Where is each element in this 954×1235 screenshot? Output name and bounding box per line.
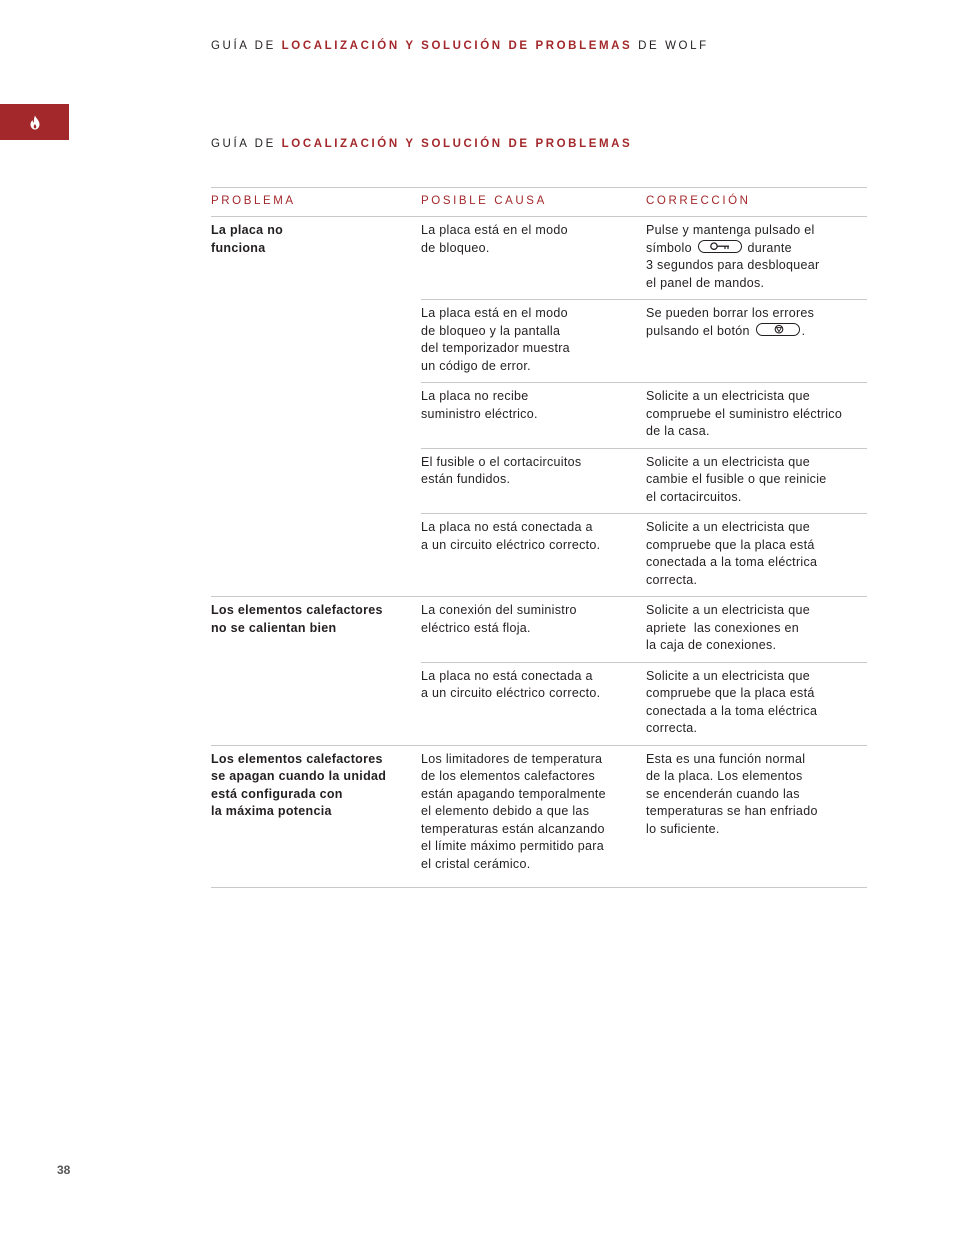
fix-line: compruebe el suministro eléctrico [646, 406, 843, 421]
cause-line: La placa está en el modo [421, 306, 568, 320]
fix-cell [646, 217, 867, 300]
fix-line: correcta. [646, 572, 698, 587]
fix-text: durante [747, 240, 792, 255]
fix-line: Solicite a un electricista que [646, 603, 810, 617]
cause-line: el cristal cerámico. [421, 856, 531, 871]
fix-line-with-icon [646, 323, 867, 341]
cause-cell [421, 745, 646, 888]
section-title-highlight: LOCALIZACIÓN Y SOLUCIÓN DE PROBLEMAS [281, 138, 633, 150]
table-header-row [211, 188, 867, 217]
fix-text: . [801, 323, 806, 338]
fix-line: el panel de mandos. [646, 275, 765, 290]
cause-line: La conexión del suministro [421, 603, 577, 617]
cause-cell [421, 597, 646, 663]
fix-text: pulsando el botón [646, 323, 750, 338]
troubleshooting-table [211, 187, 867, 888]
table-row [211, 597, 867, 663]
cause-cell [421, 662, 646, 745]
cause-line: La placa no está conectada a [421, 668, 593, 683]
fix-line-with-icon [646, 240, 867, 258]
cause-line: La placa no recibe [421, 389, 529, 403]
fix-line: correcta. [646, 721, 698, 735]
fix-line: la caja de conexiones. [646, 638, 777, 652]
fix-line: compruebe que la placa está [646, 686, 815, 700]
cause-line: el elemento debido a que las [421, 804, 590, 818]
fix-line: se encenderán cuando las [646, 786, 800, 801]
cause-line: están fundidos. [421, 472, 511, 486]
problem-line: no se calientan bien [211, 620, 337, 635]
fix-cell [646, 383, 867, 449]
fix-line: Solicite a un electricista que [646, 668, 810, 683]
column-header-cause: POSIBLE CAUSA [421, 188, 646, 217]
problem-line: se apagan cuando la unidad [211, 769, 387, 783]
cause-line: La placa está en el modo [421, 223, 568, 237]
fix-line: Solicite a un electricista que [646, 454, 810, 469]
fix-cell [646, 662, 867, 745]
cause-line: El fusible o el cortacircuitos [421, 454, 582, 469]
cause-line: el límite máximo permitido para [421, 839, 604, 853]
fix-line: el cortacircuitos. [646, 489, 742, 504]
problem-line: Los elementos calefactores [211, 751, 383, 766]
section-title-prefix: GUÍA DE [211, 138, 276, 150]
running-header-suffix: DE WOLF [638, 40, 709, 52]
problem-line: Los elementos calefactores [211, 603, 383, 617]
section-tab [0, 104, 69, 140]
cause-line: un código de error. [421, 358, 531, 373]
problem-line: La placa no [211, 223, 284, 237]
cause-cell [421, 300, 646, 383]
fix-line: 3 segundos para desbloquear [646, 258, 820, 272]
cause-line: eléctrico está floja. [421, 620, 531, 635]
problem-line: la máxima potencia [211, 804, 332, 818]
running-header-highlight: LOCALIZACIÓN Y SOLUCIÓN DE PROBLEMAS [281, 40, 633, 52]
cause-cell [421, 448, 646, 514]
cause-cell [421, 217, 646, 300]
fix-cell [646, 514, 867, 597]
cause-line: del temporizador muestra [421, 341, 570, 355]
cause-line: a un circuito eléctrico correcto. [421, 537, 601, 552]
cause-cell [421, 383, 646, 449]
fix-line: de la casa. [646, 424, 710, 438]
cause-line: de bloqueo y la pantalla [421, 323, 561, 338]
running-header-prefix: GUÍA DE [211, 40, 276, 52]
fix-line: de la placa. Los elementos [646, 769, 803, 783]
table-row [211, 217, 867, 300]
fix-line: apriete las conexiones en [646, 620, 800, 635]
cause-line: suministro eléctrico. [421, 406, 538, 421]
problem-line: funciona [211, 240, 266, 255]
fix-line: cambie el fusible o que reinicie [646, 472, 827, 486]
column-header-correction: CORRECCIÓN [646, 188, 867, 217]
key-icon [698, 240, 742, 253]
fix-cell [646, 448, 867, 514]
fix-line: conectada a la toma eléctrica [646, 555, 818, 569]
column-header-problem: PROBLEMA [211, 188, 421, 217]
fix-line: compruebe que la placa está [646, 537, 815, 552]
fix-line: temperaturas se han enfriado [646, 804, 818, 818]
fix-cell [646, 597, 867, 663]
cause-line: de los elementos calefactores [421, 769, 596, 783]
problem-cell [211, 597, 421, 746]
running-header [211, 40, 709, 52]
problem-line: está configurada con [211, 786, 343, 801]
cause-line: a un circuito eléctrico correcto. [421, 686, 601, 700]
problem-cell [211, 745, 421, 888]
fix-text: símbolo [646, 240, 692, 255]
fix-line: lo suficiente. [646, 821, 720, 836]
cause-line: La placa no está conectada a [421, 520, 593, 534]
section-title [211, 138, 632, 150]
flame-icon [29, 115, 41, 130]
fix-line: conectada a la toma eléctrica [646, 703, 818, 718]
fix-cell [646, 745, 867, 888]
table-row [211, 745, 867, 888]
fix-line: Se pueden borrar los errores [646, 306, 815, 320]
fix-line: Esta es una función normal [646, 751, 806, 766]
cause-line: Los limitadores de temperatura [421, 751, 603, 766]
problem-cell [211, 217, 421, 597]
fix-line: Solicite a un electricista que [646, 520, 810, 534]
fix-line: Pulse y mantenga pulsado el [646, 223, 815, 237]
cause-cell [421, 514, 646, 597]
cause-line: de bloqueo. [421, 240, 490, 255]
page-number: 38 [57, 1163, 71, 1177]
clear-button-icon [756, 323, 800, 336]
cause-line: temperaturas están alcanzando [421, 821, 605, 836]
fix-cell [646, 300, 867, 383]
fix-line: Solicite a un electricista que [646, 389, 810, 403]
cause-line: están apagando temporalmente [421, 786, 606, 801]
